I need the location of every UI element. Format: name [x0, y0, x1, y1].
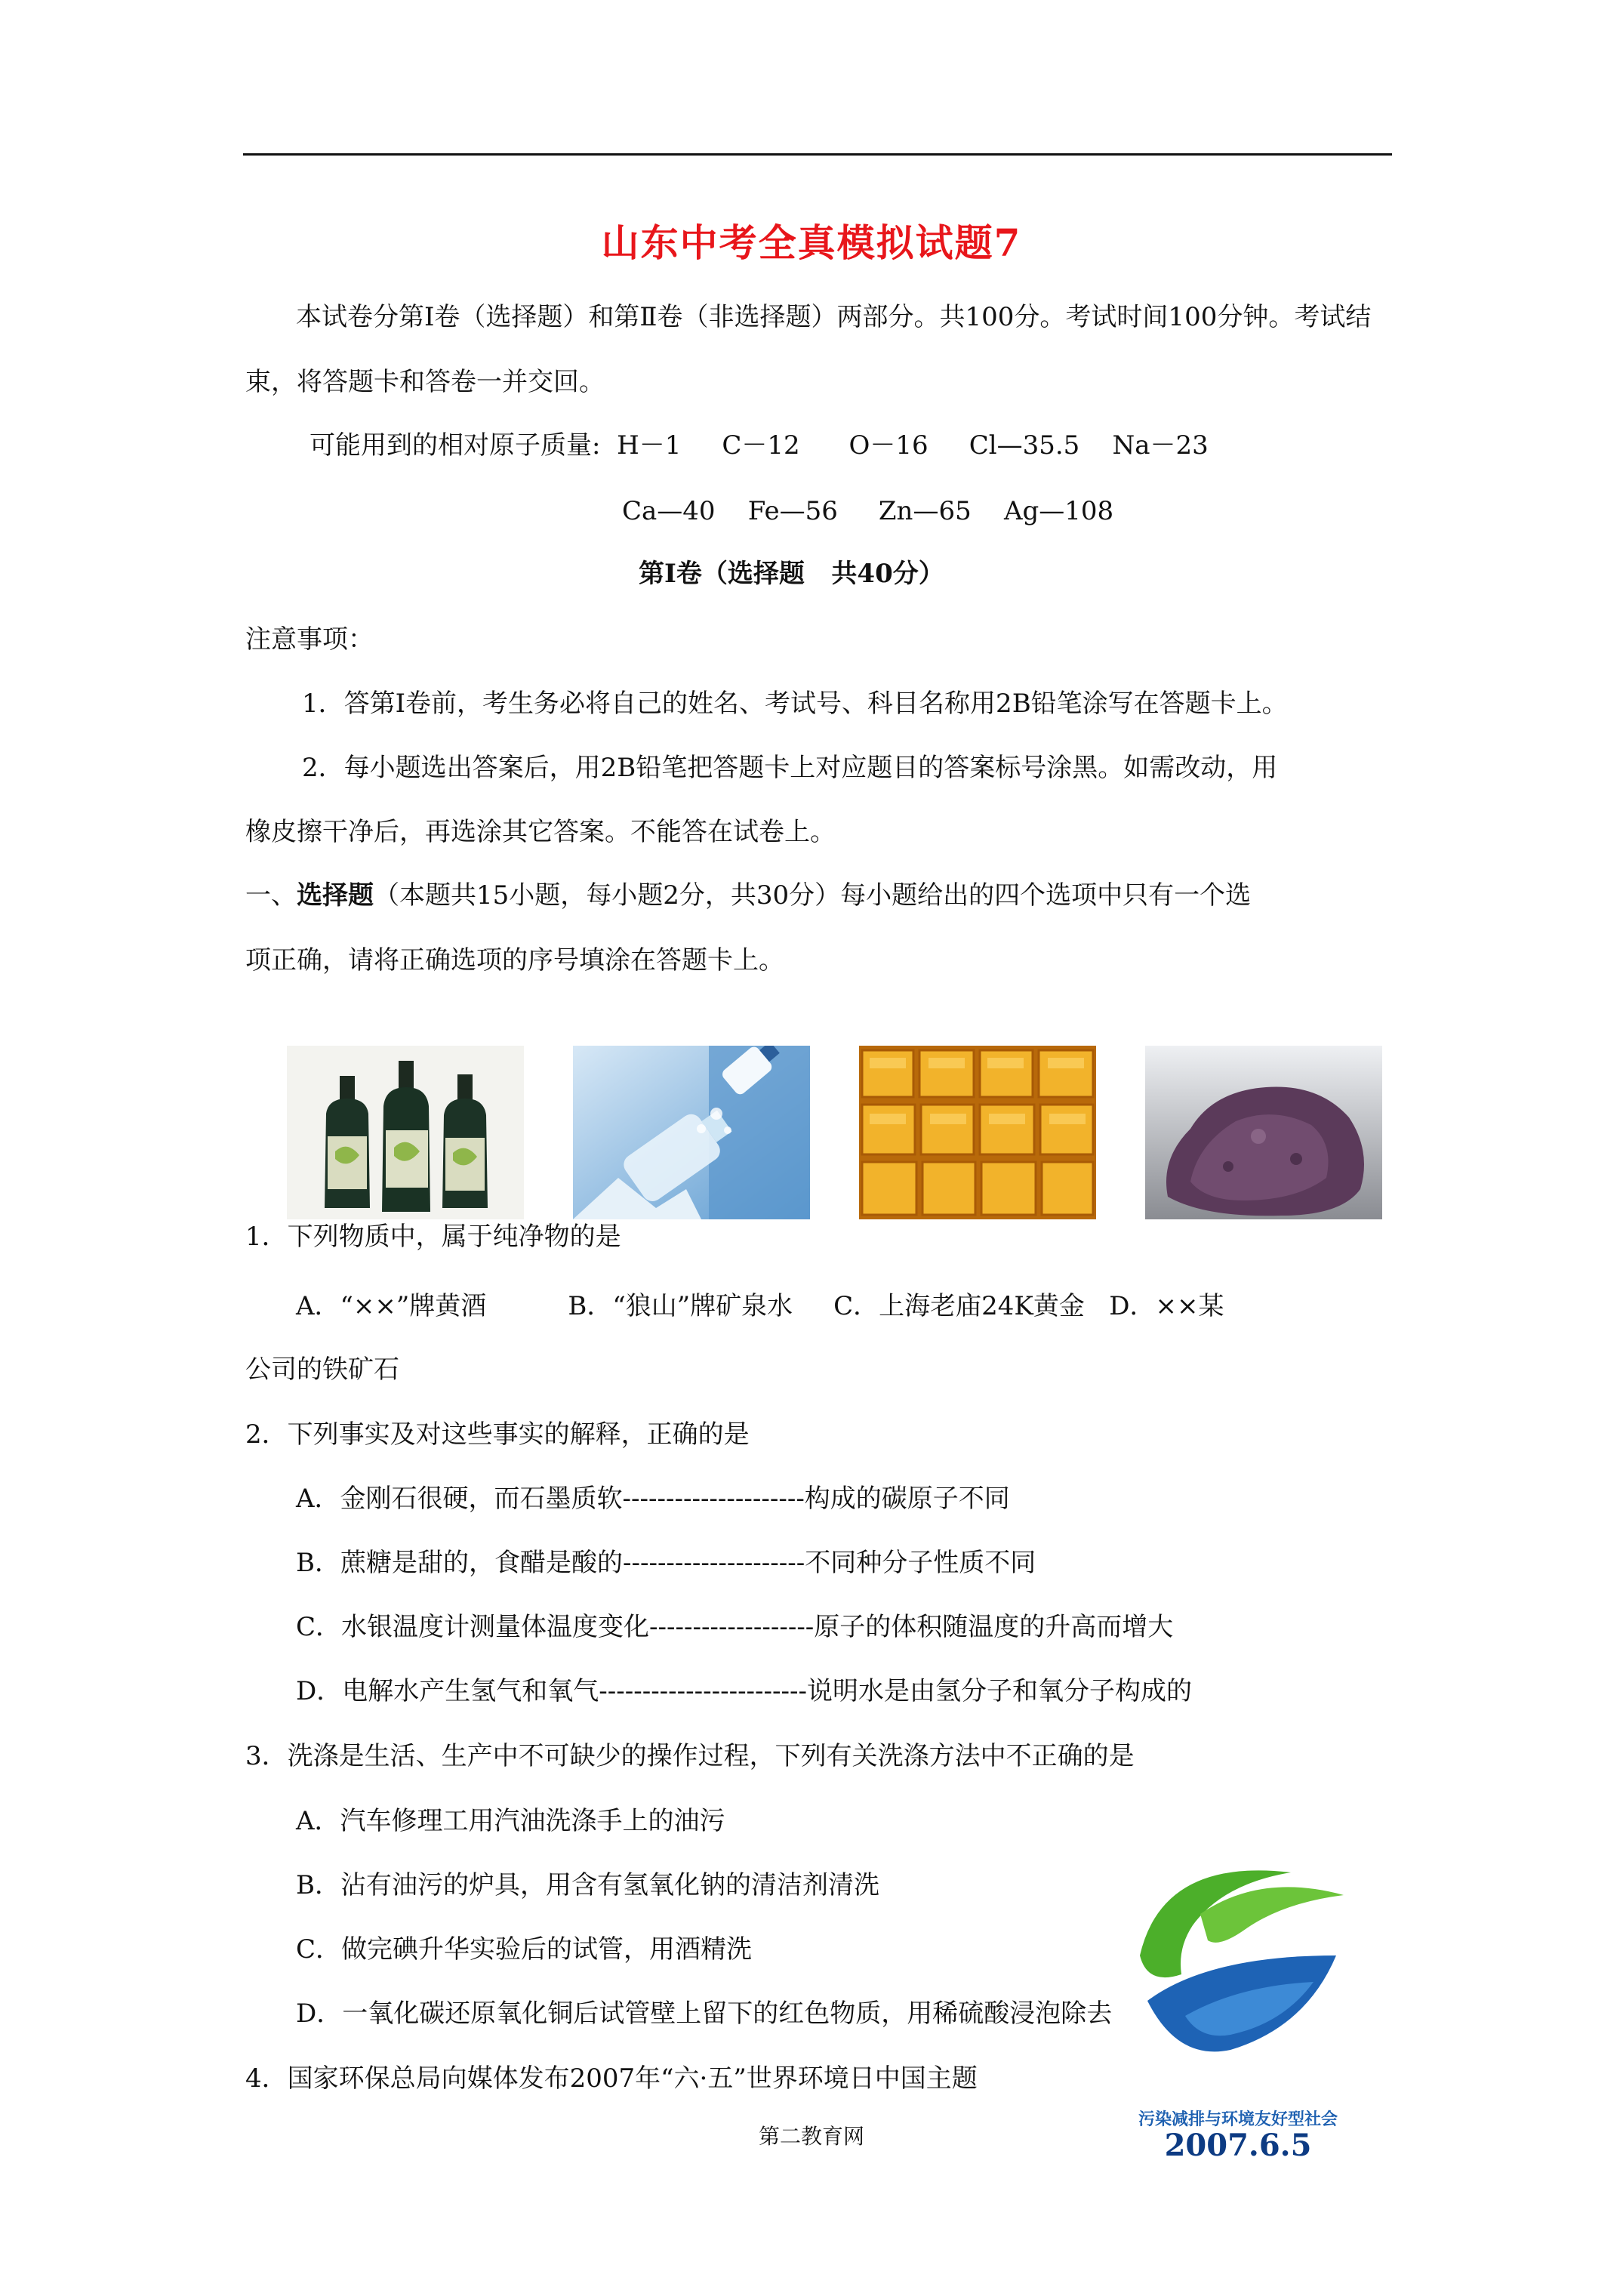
- question-3-option-d: D．一氧化碳还原氧化铜后试管壁上留下的红色物质，用稀硫酸浸泡除去: [296, 1999, 1113, 2029]
- question-2: 2．下列事实及对这些事实的解释，正确的是: [245, 1419, 750, 1450]
- question-1-options: A．“××”牌黄酒 B．“狼山”牌矿泉水 C．上海老庙24K黄金 D．××某: [296, 1291, 1224, 1321]
- notice-item-2b: 橡皮擦干净后，再选涂其它答案。不能答在试卷上。: [245, 817, 836, 847]
- header-rule: [243, 153, 1392, 156]
- section-heading: 第Ⅰ卷（选择题 共40分）: [639, 559, 944, 589]
- page-title: 山东中考全真模拟试题7: [601, 220, 1022, 265]
- question-3-option-c: C．做完碘升华实验后的试管，用酒精洗: [296, 1934, 753, 1965]
- intro-line-2: 束，将答题卡和答卷一并交回。: [245, 367, 605, 397]
- part1-rest: （本题共15小题，每小题2分，共30分）每小题给出的四个选项中只有一个选: [374, 880, 1252, 911]
- gold-bars-photo: [859, 1046, 1096, 1219]
- question-1-options-cont: 公司的铁矿石: [245, 1354, 399, 1385]
- question-2-option-b: B．蔗糖是甜的，食醋是酸的---------------------不同种分子性质不同: [296, 1548, 1036, 1578]
- notice-item-2a: 2．每小题选出答案后，用2B铅笔把答题卡上对应题目的答案标号涂黑。如需改动，用: [302, 753, 1278, 783]
- notice-label: 注意事项：: [245, 624, 374, 655]
- question-3-option-b: B．沾有油污的炉具，用含有氢氧化钠的清洁剂清洗: [296, 1870, 879, 1900]
- question-3: 3．洗涤是生活、生产中不可缺少的操作过程，下列有关洗涤方法中不正确的是: [245, 1741, 1135, 1771]
- intro-line-1: 本试卷分第Ⅰ卷（选择题）和第Ⅱ卷（非选择题）两部分。共100分。考试时间100分钟。考试结: [296, 302, 1372, 332]
- question-3-option-a: A．汽车修理工用汽油洗涤手上的油污: [296, 1806, 725, 1836]
- atomic-masses-line-1: 可能用到的相对原子质量: H－1 C－12 O－16 Cl—35.5 Na－23: [310, 430, 1209, 461]
- yellow-wine-bottles-photo: [287, 1046, 524, 1219]
- atomic-masses-line-2: Ca—40 Fe—56 Zn—65 Ag—108: [622, 496, 1114, 526]
- part1-title: 选择题: [297, 880, 374, 911]
- question-4: 4．国家环保总局向媒体发布2007年“六·五”世界环境日中国主题: [245, 2063, 978, 2094]
- environment-day-logo: [1117, 1842, 1359, 2069]
- part1-heading: [245, 879, 1251, 912]
- iron-ore-photo: [1145, 1046, 1382, 1219]
- notice-item-1: 1．答第Ⅰ卷前，考生务必将自己的姓名、考试号、科目名称用2B铅笔涂写在答题卡上。: [302, 689, 1288, 719]
- question-2-option-a: A．金刚石很硬，而石墨质软---------------------构成的碳原子不同: [296, 1484, 1010, 1514]
- question-1: 1．下列物质中，属于纯净物的是: [245, 1222, 621, 1252]
- question-2-option-c: C．水银温度计测量体温度变化-------------------原子的体积随温度的升高而增大: [296, 1612, 1174, 1642]
- part1-prefix: 一、: [245, 880, 297, 911]
- question-2-option-d: D．电解水产生氢气和氧气------------------------说明水是由氢分子和氧分子构成的: [296, 1676, 1192, 1706]
- part1-line-2: 项正确，请将正确选项的序号填涂在答题卡上。: [245, 945, 784, 975]
- logo-caption: 污染减排与环境友好型社会: [1138, 2110, 1338, 2129]
- logo-date: 2007.6.5: [1164, 2128, 1312, 2163]
- question-images: [0, 1046, 1623, 1219]
- mineral-water-bottle-photo: [573, 1046, 810, 1219]
- page-footer: 第二教育网: [758, 2124, 864, 2149]
